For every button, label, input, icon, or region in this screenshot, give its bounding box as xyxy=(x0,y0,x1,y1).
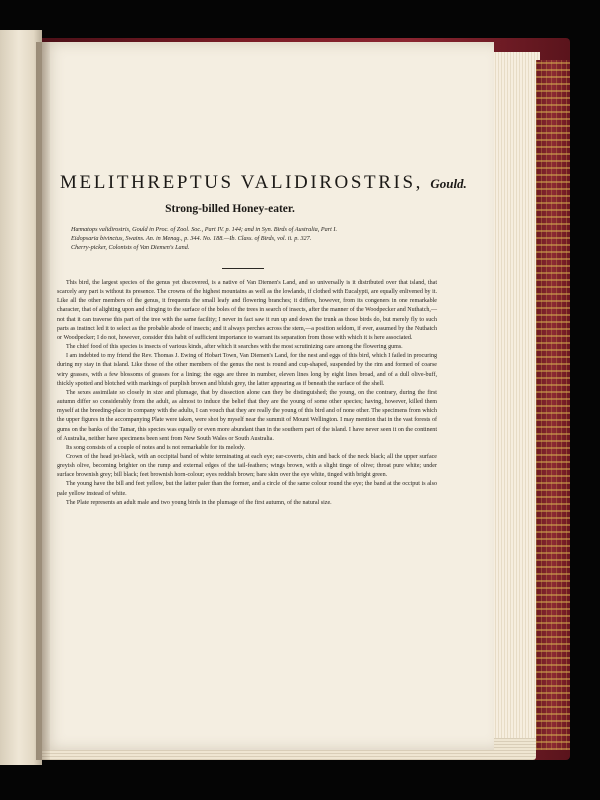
paragraph: Crown of the head jet-black, with an occipital band of white terminating at each eye; ear-coverts, chin and back of the neck black; all the upper surface greyish olive, becoming brighter on the rump and external edges of the tail-feathers; wings brown, with a slight tinge of olive; throat pure white; under surface brownish grey; bill black; feet brownish horn-colour; eyes reddish brown; bare skin over the eye white, tinged with bright green. xyxy=(57,453,437,479)
divider-rule xyxy=(222,268,264,269)
title-author: Gould. xyxy=(430,176,467,191)
paragraph: Its song consists of a couple of notes and is not remarkable for its melody. xyxy=(66,444,246,451)
page-edges-right xyxy=(486,52,540,744)
cover-gilt-edge xyxy=(536,60,570,750)
body-text xyxy=(57,279,437,508)
paragraph: This bird, the largest species of the genus yet discovered, is a native of Van Diemen's Land, and so universally is it distributed over that island, that scarcely any part is without its presence. The crowns of the highest mountains as well as the lowlands, if clothed with Eucalypti, are equally enlivened by it. Like all the other members of the genus, it frequents the small leafy and flowering branches; it differs, however, from its congeners in one remarkable character, that of alighting upon and clinging to the surface of the boles of the trees in search of insects, after the manner of the Woodpecker and Nuthatch,—not that it can traverse this part of the tree with the same facility; I never in fact saw it run up and down the trunk as those birds do, but merely fly to such parts as instinct led it to select as the probable abode of insects; and it always perches across the stem,—a position seldom, if ever, assumed by the Nuthatch or Woodpecker; I do not, however, consider this habit of sufficient importance to warrant its separation from those with which it is here associated. xyxy=(57,280,437,341)
paragraph: The Plate represents an adult male and two young birds in the plumage of the first autumn, of the natural size. xyxy=(66,499,332,506)
synonym-line: Cherry-picker, Colonists of Van Diemen's Land. xyxy=(71,244,190,252)
page-title xyxy=(60,172,467,194)
synonymy-block xyxy=(71,225,431,253)
gutter-shadow xyxy=(36,42,50,760)
paragraph: The sexes assimilate so closely in size and plumage, that by dissection alone can they be distinguished; the young, on the contrary, during the first autumn differ so considerably from the adult, as almost to induce the belief that they are the young of some other species; having, however, killed them myself at the breeding-place in company with the adults, I can vouch that they are really the young of this bird and of none other. The specimens from which the upper figures in the accompanying Plate were taken, were shot by myself near the summit of Mount Wellington. I may mention that in the vast forests of gums on the banks of the Tamar, this species was equally or even more abundant than in the southern part of the island. I have never seen it on the continent of Australia, neither have specimens been sent from New South Wales or South Australia. xyxy=(57,389,437,442)
synonym-line: Eidopsaria bivinctus, Swains. An. in Menag., p. 344. No. 188.—Ib. Class. of Birds, vol. ii. p. 327. xyxy=(71,235,312,243)
paragraph: The chief food of this species is insects of various kinds, after which it searches with the most scrutinizing care among the flowering gums. xyxy=(66,344,403,351)
title-species: MELITHREPTUS VALIDIROSTRIS, xyxy=(60,172,423,193)
paragraph: I am indebted to my friend the Rev. Thomas J. Ewing of Hobart Town, Van Diemen's Land, for the nest and eggs of this bird, which I failed in procuring during my stay in that island. Like those of the other members of the genus the nest is round and cup-shaped, suspended by the rim and formed of coarse wiry grasses, with a few blossoms of grasses for a lining; the eggs are three in number, eleven lines long by eight lines broad, and of a dull olive-buff, thickly spotted and blotched with markings of purplish brown and bluish grey, the latter appearing as if beneath the surface of the shell. xyxy=(57,353,437,387)
synonym-line: Hæmatops validirostris, Gould in Proc. of Zool. Soc., Part IV. p. 144; and in Syn. Birds of Australia, Part I. xyxy=(71,226,338,233)
page-subtitle: Strong-billed Honey-eater. xyxy=(165,203,295,215)
paragraph: The young have the bill and feet yellow, but the latter paler than the former, and a circle of the same colour round the eye; the band at the occiput is also pale yellow instead of white. xyxy=(57,481,437,497)
